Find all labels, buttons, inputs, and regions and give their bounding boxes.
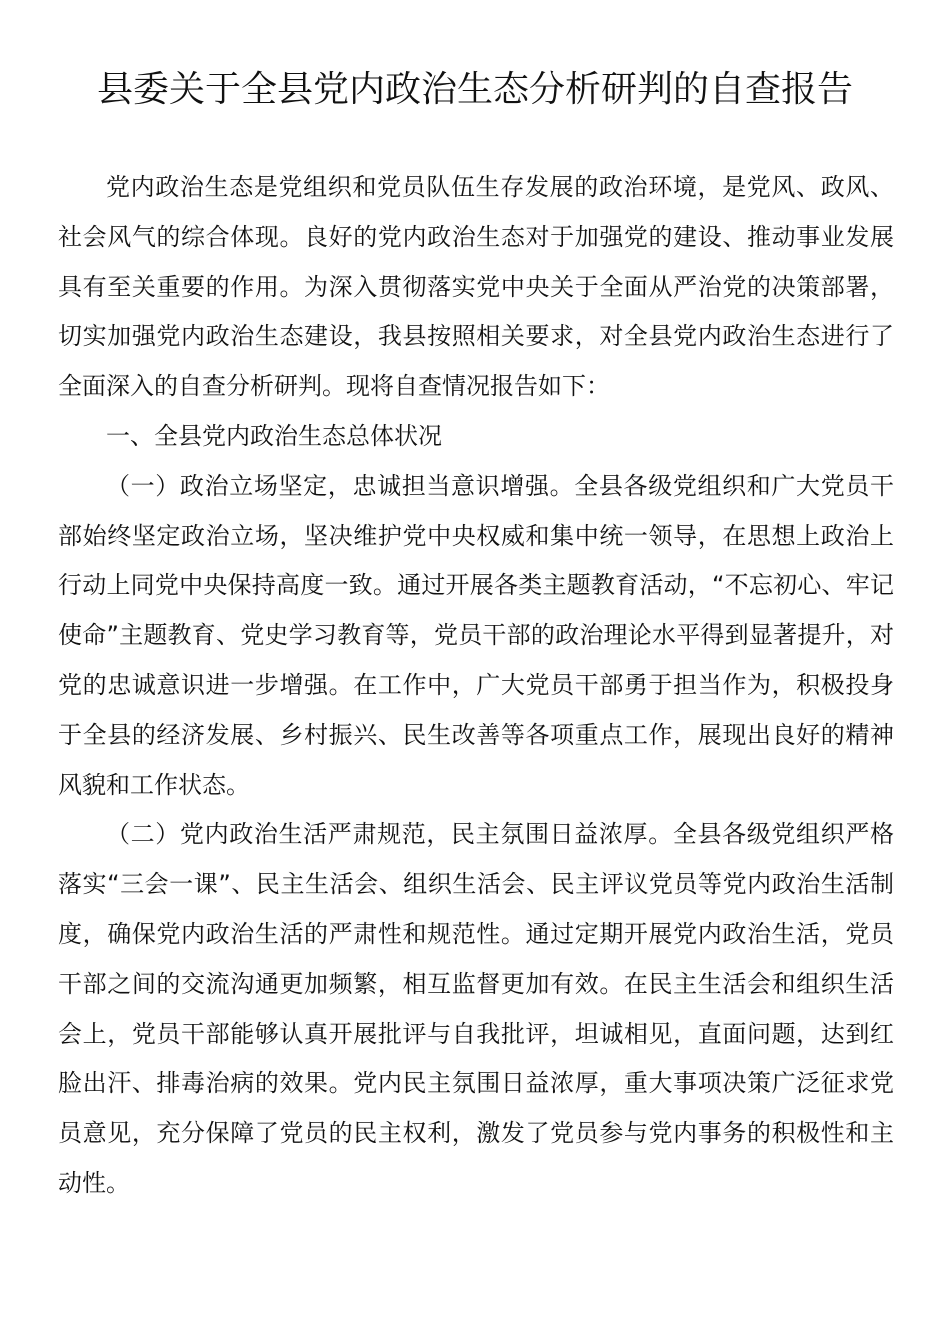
subsection-paragraph-2: （二）党内政治生活严肃规范，民主氛围日益浓厚。全县各级党组织严格落实“三会一课”、民主生活会、组织生活会、民主评议党员等党内政治生活制度，确保党内政治生活的严肃性和规范性。通过定期开展党内政治生活，党员干部之间的交流沟通更加频繁，相互监督更加有效。在民主生活会和组织生活会上，党员干部能够认真开展批评与自我批评，坦诚相见，直面问题，达到红脸出汗、排毒治病的效果。党内民主氛围日益浓厚，重大事项决策广泛征求党员意见，充分保障了党员的民主权利，激发了党员参与党内事务的积极性和主动性。 (58, 820, 894, 1197)
intro-paragraph: 党内政治生态是党组织和党员队伍生存发展的政治环境，是党风、政风、社会风气的综合体现。良好的党内政治生态对于加强党的建设、推动事业发展具有至关重要的作用。为深入贯彻落实党中央关于全面从严治党的决策部署，切实加强党内政治生态建设，我县按照相关要求，对全县党内政治生态进行了全面深入的自查分析研判。现将自查情况报告如下： (58, 173, 894, 401)
document-body (58, 163, 894, 1209)
subsection-paragraph-1: （一）政治立场坚定，忠诚担当意识增强。全县各级党组织和广大党员干部始终坚定政治立场，坚决维护党中央权威和集中统一领导，在思想上政治上行动上同党中央保持高度一致。通过开展各类主题教育活动，“不忘初心、牢记使命”主题教育、党史学习教育等，党员干部的政治理论水平得到显著提升，对党的忠诚意识进一步增强。在工作中，广大党员干部勇于担当作为，积极投身于全县的经济发展、乡村振兴、民生改善等各项重点工作，展现出良好的精神风貌和工作状态。 (58, 471, 894, 799)
section-heading: 一、全县党内政治生态总体状况 (106, 421, 442, 450)
document-title: 县委关于全县党内政治生态分析研判的自查报告 (96, 69, 853, 110)
